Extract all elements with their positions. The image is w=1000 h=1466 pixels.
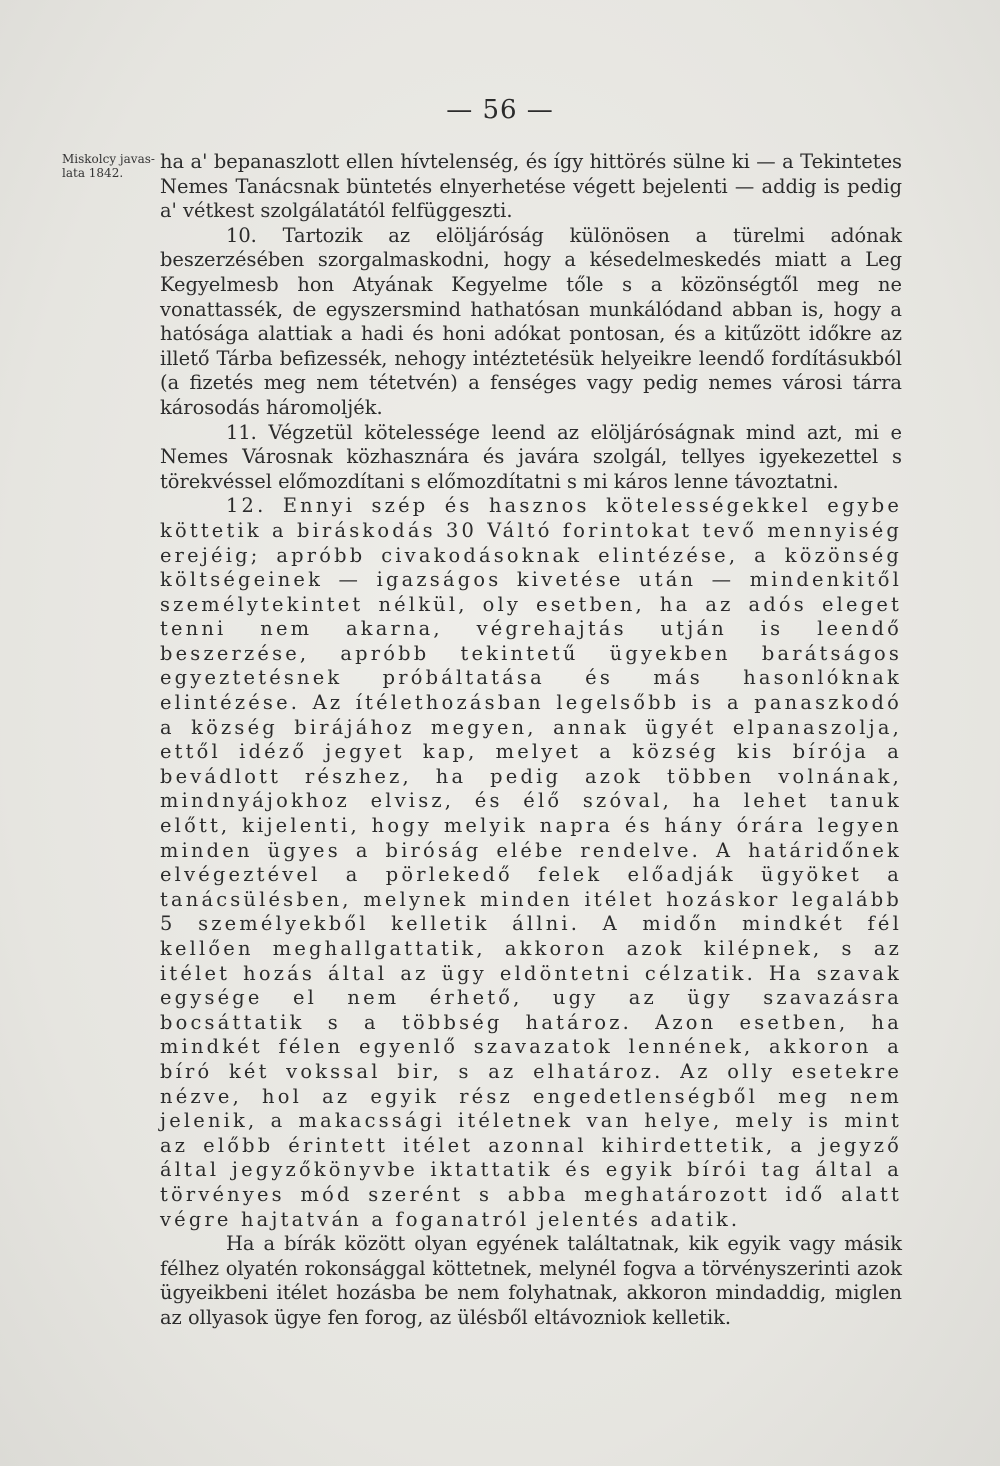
paragraph: Ha a bírák között olyan egyének találtatnak, kik egyik vagy másik félhez olyatén rokonsággal köttetnek, melynél fogva a törvényszerinti azok ügyeikbeni itélet hozásba be nem folyhatnak, akkoron mindaddig, miglen az ollyasok ügye fen forog, az ülésből eltávozniok kelletik. [160,1232,902,1329]
paragraph: 12. Ennyi szép és hasznos kötelességekkel egybe köttetik a biráskodás 30 Váltó forintokat tevő mennyiség erejéig; apróbb civakodásoknak elintézése, a közönség költségeinek — igazságos kivetése után — mindenkitől személytekintet nélkül, oly esetben, ha az adós eleget tenni nem akarna, végrehajtás utján is leendő beszerzése, apróbb tekintetű ügyekben barátságos egyeztetésnek próbáltatása és más hasonlóknak elintézése. Az ítélethozásban legelsőbb is a panaszkodó a község birájához megyen, annak ügyét elpanaszolja, ettől idéző jegyet kap, melyet a község kis bírója a bevádlott részhez, ha pedig azok többen volnának, mindnyájokhoz elvisz, és élő szóval, ha lehet tanuk előtt, kijelenti, hogy melyik napra és hány órára legyen minden ügyes a biróság elébe rendelve. A határidőnek elvégeztével a pörlekedő felek előadják ügyöket a tanácsülésben, melynek minden itélet hozáskor legalább 5 személyekből kelletik állni. A midőn mindkét fél kellően meghallgattatik, akkoron azok kilépnek, s az itélet hozás által az ügy eldöntetni célzatik. Ha szavak egysége el nem érhető, ugy az ügy szavazásra bocsáttatik s a többség határoz. Azon esetben, ha mindkét félen egyenlő szavazatok lennének, akkoron a bíró két vokssal bir, s az elhatároz. Az olly esetekre nézve, hol az egyik rész engedetlenségből meg nem jelenik, a makacssági itéletnek van helye, mely is mint az előbb érintett itélet azonnal kihirdettetik, a jegyző által jegyzőkönyvbe iktattatik és egyik bírói tag által a törvényes mód szerént s abba meghatározott idő alatt végre hajtatván a foganatról jelentés adatik. [160,494,902,1231]
body-text [160,150,902,1331]
paragraph: 11. Végzetül kötelessége leend az elöljáróságnak mind azt, mi e Nemes Városnak közhasznára és javára szolgál, tellyes igyekezettel s törekvéssel előmozdítani s előmozdítatni s mi káros lenne távoztatni. [160,420,902,493]
paragraph: 10. Tartozik az elöljáróság különösen a türelmi adónak beszerzésében szorgalmaskodni, hogy a késedelmeskedés miatt a Leg Kegyelmesb hon Atyának Kegyelme tőle s a közönségtől meg ne vonattassék, de egyszersmind hathatósan munkálódand abban is, hogy a hatósága alattiak a hadi és honi adókat pontosan, és a kitűzött időkre az illető Tárba befizessék, nehogy intéztetésük helyeikre leendő fordításukból (a fizetés meg nem tétetvén) a fenséges vagy pedig nemes városi tárra károsodás háromoljék. [160,223,902,419]
paragraph: ha a' bepanaszlott ellen hívtelenség, és így hittörés sülne ki — a Tekintetes Nemes Tanácsnak büntetés elnyerhetése végett bejelenti — addig is pedig a' vétkest szolgálatától felfüggeszti. [160,150,902,223]
page-number: — 56 — [446,95,554,125]
margin-note: Miskolcy javas-lata 1842. [62,152,155,180]
